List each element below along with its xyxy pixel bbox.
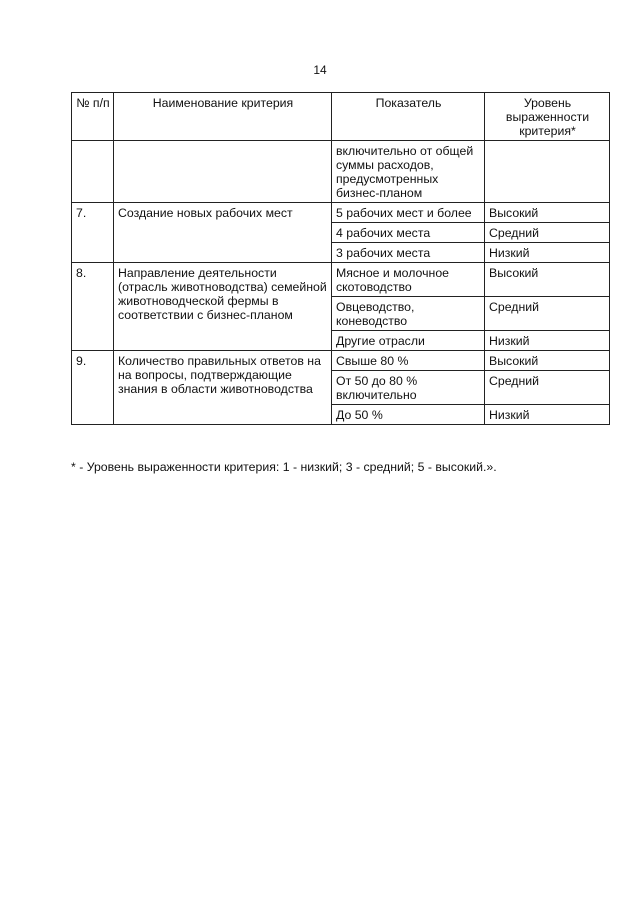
table-header-row: [72, 93, 610, 141]
cell-level: Средний: [485, 371, 610, 405]
page-number: 14: [313, 63, 327, 77]
cell-level: Высокий: [485, 203, 610, 223]
table-row: [72, 263, 610, 297]
cell-number: 9.: [72, 351, 114, 425]
table-row: [72, 203, 610, 223]
cell-indicator: Овцеводство, коневодство: [332, 297, 485, 331]
cell-number: 8.: [72, 263, 114, 351]
cell-criterion-name: Направление деятельности (отрасль животноводства) семейной животноводческой фермы в соответствии с бизнес-планом: [114, 263, 332, 351]
cell-indicator: От 50 до 80 % включительно: [332, 371, 485, 405]
header-indicator: Показатель: [332, 93, 485, 141]
cell-level: Низкий: [485, 405, 610, 425]
cell-indicator: Другие отрасли: [332, 331, 485, 351]
cell-criterion-name: Создание новых рабочих мест: [114, 203, 332, 263]
footnote: * - Уровень выраженности критерия: 1 - низкий; 3 - средний; 5 - высокий.».: [71, 460, 497, 474]
cell-number: 7.: [72, 203, 114, 263]
criteria-table: [71, 92, 610, 425]
cell-level: Высокий: [485, 351, 610, 371]
cell-criterion-name: [114, 141, 332, 203]
cell-level: Средний: [485, 297, 610, 331]
header-level: Уровень выраженности критерия*: [485, 93, 610, 141]
cell-indicator: включительно от общей суммы расходов, предусмотренных бизнес-планом: [332, 141, 485, 203]
cell-level: Низкий: [485, 243, 610, 263]
cell-indicator: 4 рабочих места: [332, 223, 485, 243]
table-row: [72, 351, 610, 371]
cell-indicator: Мясное и молочное скотоводство: [332, 263, 485, 297]
cell-level: Средний: [485, 223, 610, 243]
cell-indicator: До 50 %: [332, 405, 485, 425]
cell-level: Низкий: [485, 331, 610, 351]
header-number: № п/п: [72, 93, 114, 141]
cell-level: [485, 141, 610, 203]
cell-criterion-name: Количество правильных ответов на на вопросы, подтверждающие знания в области животноводства: [114, 351, 332, 425]
table-row: [72, 141, 610, 203]
cell-level: Высокий: [485, 263, 610, 297]
cell-indicator: 3 рабочих места: [332, 243, 485, 263]
cell-indicator: Свыше 80 %: [332, 351, 485, 371]
cell-indicator: 5 рабочих мест и более: [332, 203, 485, 223]
cell-number: [72, 141, 114, 203]
header-criterion-name: Наименование критерия: [114, 93, 332, 141]
